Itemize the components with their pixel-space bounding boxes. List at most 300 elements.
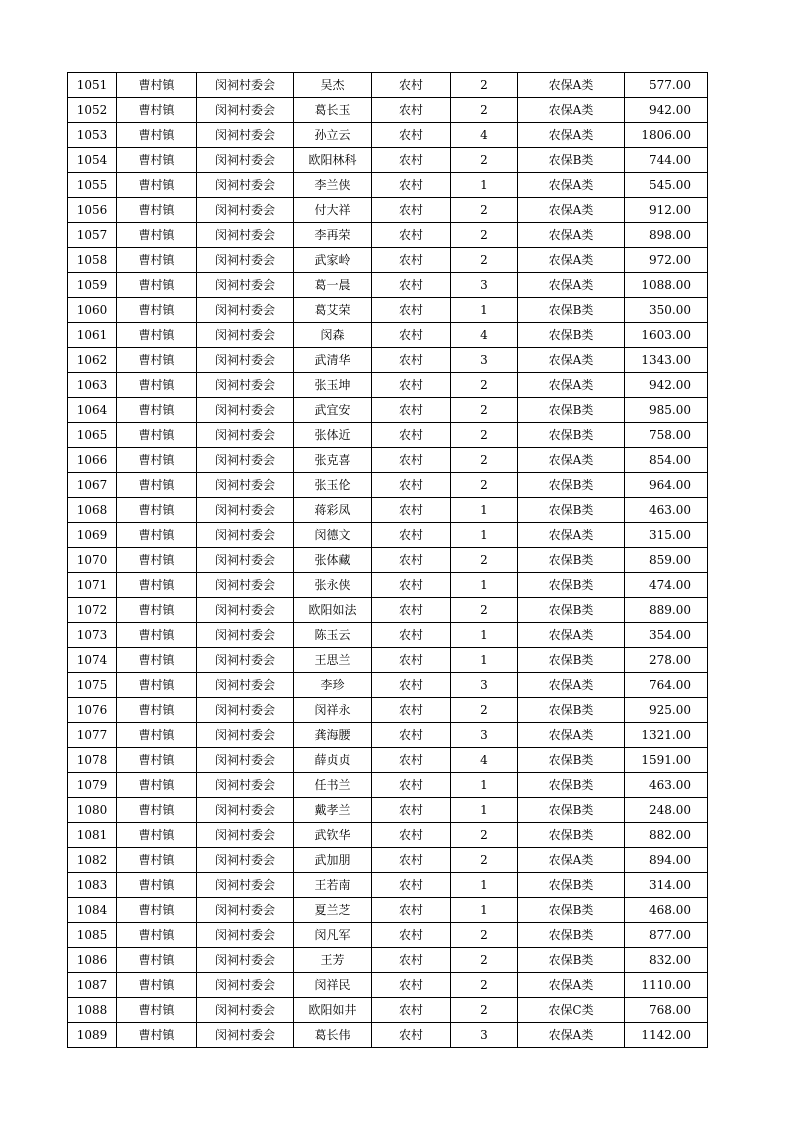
town-cell: 曹村镇 — [117, 423, 197, 448]
household-type-cell: 农村 — [372, 323, 451, 348]
household-type-cell: 农村 — [372, 173, 451, 198]
town-cell: 曹村镇 — [117, 598, 197, 623]
amount-cell: 758.00 — [625, 423, 708, 448]
person-name-cell: 武钦华 — [294, 823, 372, 848]
member-count-cell: 3 — [451, 673, 518, 698]
table-row — [68, 248, 708, 273]
amount-cell: 545.00 — [625, 173, 708, 198]
person-name-cell: 武加朋 — [294, 848, 372, 873]
row-number-cell: 1089 — [68, 1023, 117, 1048]
row-number-cell: 1060 — [68, 298, 117, 323]
person-name-cell: 闵祥永 — [294, 698, 372, 723]
town-cell: 曹村镇 — [117, 923, 197, 948]
household-type-cell: 农村 — [372, 723, 451, 748]
village-committee-cell: 闵祠村委会 — [197, 548, 294, 573]
amount-cell: 1591.00 — [625, 748, 708, 773]
member-count-cell: 1 — [451, 773, 518, 798]
member-count-cell: 1 — [451, 298, 518, 323]
village-committee-cell: 闵祠村委会 — [197, 723, 294, 748]
amount-cell: 354.00 — [625, 623, 708, 648]
insurance-category-cell: 农保A类 — [518, 448, 625, 473]
member-count-cell: 2 — [451, 398, 518, 423]
person-name-cell: 葛艾荣 — [294, 298, 372, 323]
amount-cell: 1321.00 — [625, 723, 708, 748]
member-count-cell: 2 — [451, 973, 518, 998]
insurance-category-cell: 农保B类 — [518, 948, 625, 973]
household-type-cell: 农村 — [372, 223, 451, 248]
village-committee-cell: 闵祠村委会 — [197, 923, 294, 948]
household-type-cell: 农村 — [372, 348, 451, 373]
table-row — [68, 873, 708, 898]
insurance-category-cell: 农保A类 — [518, 623, 625, 648]
insurance-category-cell: 农保A类 — [518, 273, 625, 298]
amount-cell: 898.00 — [625, 223, 708, 248]
table-row — [68, 798, 708, 823]
town-cell: 曹村镇 — [117, 98, 197, 123]
person-name-cell: 李再荣 — [294, 223, 372, 248]
amount-cell: 350.00 — [625, 298, 708, 323]
member-count-cell: 2 — [451, 923, 518, 948]
town-cell: 曹村镇 — [117, 948, 197, 973]
town-cell: 曹村镇 — [117, 123, 197, 148]
row-number-cell: 1070 — [68, 548, 117, 573]
person-name-cell: 薛贞贞 — [294, 748, 372, 773]
amount-cell: 877.00 — [625, 923, 708, 948]
member-count-cell: 2 — [451, 548, 518, 573]
village-committee-cell: 闵祠村委会 — [197, 373, 294, 398]
insurance-category-cell: 农保B类 — [518, 398, 625, 423]
amount-cell: 832.00 — [625, 948, 708, 973]
row-number-cell: 1077 — [68, 723, 117, 748]
village-committee-cell: 闵祠村委会 — [197, 148, 294, 173]
row-number-cell: 1078 — [68, 748, 117, 773]
insurance-category-cell: 农保B类 — [518, 873, 625, 898]
household-type-cell: 农村 — [372, 473, 451, 498]
insurance-category-cell: 农保A类 — [518, 673, 625, 698]
row-number-cell: 1079 — [68, 773, 117, 798]
household-type-cell: 农村 — [372, 673, 451, 698]
household-type-cell: 农村 — [372, 798, 451, 823]
village-committee-cell: 闵祠村委会 — [197, 898, 294, 923]
town-cell: 曹村镇 — [117, 773, 197, 798]
member-count-cell: 2 — [451, 223, 518, 248]
household-type-cell: 农村 — [372, 848, 451, 873]
insurance-category-cell: 农保C类 — [518, 998, 625, 1023]
row-number-cell: 1054 — [68, 148, 117, 173]
person-name-cell: 欧阳如井 — [294, 998, 372, 1023]
town-cell: 曹村镇 — [117, 473, 197, 498]
village-committee-cell: 闵祠村委会 — [197, 648, 294, 673]
village-committee-cell: 闵祠村委会 — [197, 848, 294, 873]
town-cell: 曹村镇 — [117, 523, 197, 548]
member-count-cell: 2 — [451, 98, 518, 123]
row-number-cell: 1053 — [68, 123, 117, 148]
amount-cell: 474.00 — [625, 573, 708, 598]
row-number-cell: 1061 — [68, 323, 117, 348]
table-row — [68, 473, 708, 498]
table-row — [68, 498, 708, 523]
row-number-cell: 1083 — [68, 873, 117, 898]
village-committee-cell: 闵祠村委会 — [197, 573, 294, 598]
insurance-category-cell: 农保A类 — [518, 848, 625, 873]
person-name-cell: 葛长伟 — [294, 1023, 372, 1048]
row-number-cell: 1058 — [68, 248, 117, 273]
member-count-cell: 4 — [451, 323, 518, 348]
row-number-cell: 1055 — [68, 173, 117, 198]
table-row — [68, 598, 708, 623]
table-row — [68, 348, 708, 373]
village-committee-cell: 闵祠村委会 — [197, 198, 294, 223]
table-row — [68, 623, 708, 648]
town-cell: 曹村镇 — [117, 648, 197, 673]
person-name-cell: 王思兰 — [294, 648, 372, 673]
table-row — [68, 973, 708, 998]
village-committee-cell: 闵祠村委会 — [197, 248, 294, 273]
household-type-cell: 农村 — [372, 748, 451, 773]
person-name-cell: 张玉伦 — [294, 473, 372, 498]
member-count-cell: 2 — [451, 848, 518, 873]
household-type-cell: 农村 — [372, 98, 451, 123]
household-type-cell: 农村 — [372, 923, 451, 948]
insurance-category-cell: 农保A类 — [518, 248, 625, 273]
table-row — [68, 373, 708, 398]
insurance-category-cell: 农保A类 — [518, 723, 625, 748]
person-name-cell: 葛一晨 — [294, 273, 372, 298]
table-row — [68, 448, 708, 473]
row-number-cell: 1062 — [68, 348, 117, 373]
person-name-cell: 李珍 — [294, 673, 372, 698]
village-committee-cell: 闵祠村委会 — [197, 473, 294, 498]
person-name-cell: 龚海腰 — [294, 723, 372, 748]
amount-cell: 1603.00 — [625, 323, 708, 348]
town-cell: 曹村镇 — [117, 323, 197, 348]
insurance-category-cell: 农保B类 — [518, 648, 625, 673]
village-committee-cell: 闵祠村委会 — [197, 998, 294, 1023]
table-row — [68, 73, 708, 98]
table-row — [68, 273, 708, 298]
insurance-category-cell: 农保A类 — [518, 1023, 625, 1048]
amount-cell: 894.00 — [625, 848, 708, 873]
town-cell: 曹村镇 — [117, 698, 197, 723]
person-name-cell: 欧阳林科 — [294, 148, 372, 173]
amount-cell: 942.00 — [625, 373, 708, 398]
village-committee-cell: 闵祠村委会 — [197, 498, 294, 523]
insurance-category-cell: 农保B类 — [518, 323, 625, 348]
member-count-cell: 3 — [451, 273, 518, 298]
insurance-category-cell: 农保B类 — [518, 698, 625, 723]
insurance-category-cell: 农保A类 — [518, 123, 625, 148]
row-number-cell: 1088 — [68, 998, 117, 1023]
table-row — [68, 298, 708, 323]
row-number-cell: 1064 — [68, 398, 117, 423]
person-name-cell: 闵祥民 — [294, 973, 372, 998]
town-cell: 曹村镇 — [117, 223, 197, 248]
member-count-cell: 1 — [451, 873, 518, 898]
town-cell: 曹村镇 — [117, 623, 197, 648]
amount-cell: 925.00 — [625, 698, 708, 723]
row-number-cell: 1059 — [68, 273, 117, 298]
town-cell: 曹村镇 — [117, 298, 197, 323]
insurance-category-cell: 农保B类 — [518, 148, 625, 173]
table-row — [68, 123, 708, 148]
town-cell: 曹村镇 — [117, 1023, 197, 1048]
member-count-cell: 2 — [451, 248, 518, 273]
member-count-cell: 2 — [451, 823, 518, 848]
amount-cell: 768.00 — [625, 998, 708, 1023]
row-number-cell: 1076 — [68, 698, 117, 723]
person-name-cell: 付大祥 — [294, 198, 372, 223]
member-count-cell: 2 — [451, 698, 518, 723]
village-committee-cell: 闵祠村委会 — [197, 348, 294, 373]
member-count-cell: 4 — [451, 123, 518, 148]
household-type-cell: 农村 — [372, 448, 451, 473]
town-cell: 曹村镇 — [117, 148, 197, 173]
person-name-cell: 葛长玉 — [294, 98, 372, 123]
town-cell: 曹村镇 — [117, 498, 197, 523]
town-cell: 曹村镇 — [117, 898, 197, 923]
village-committee-cell: 闵祠村委会 — [197, 598, 294, 623]
insurance-category-cell: 农保B类 — [518, 598, 625, 623]
insurance-category-cell: 农保B类 — [518, 773, 625, 798]
person-name-cell: 戴孝兰 — [294, 798, 372, 823]
town-cell: 曹村镇 — [117, 973, 197, 998]
village-committee-cell: 闵祠村委会 — [197, 773, 294, 798]
table-row — [68, 398, 708, 423]
town-cell: 曹村镇 — [117, 173, 197, 198]
amount-cell: 463.00 — [625, 498, 708, 523]
insurance-category-cell: 农保A类 — [518, 223, 625, 248]
village-committee-cell: 闵祠村委会 — [197, 423, 294, 448]
town-cell: 曹村镇 — [117, 573, 197, 598]
row-number-cell: 1051 — [68, 73, 117, 98]
amount-cell: 942.00 — [625, 98, 708, 123]
town-cell: 曹村镇 — [117, 248, 197, 273]
household-type-cell: 农村 — [372, 623, 451, 648]
row-number-cell: 1086 — [68, 948, 117, 973]
village-committee-cell: 闵祠村委会 — [197, 173, 294, 198]
member-count-cell: 2 — [451, 448, 518, 473]
village-committee-cell: 闵祠村委会 — [197, 448, 294, 473]
household-type-cell: 农村 — [372, 948, 451, 973]
table-row — [68, 223, 708, 248]
insurance-category-cell: 农保A类 — [518, 348, 625, 373]
table-row — [68, 523, 708, 548]
household-type-cell: 农村 — [372, 498, 451, 523]
household-type-cell: 农村 — [372, 123, 451, 148]
row-number-cell: 1065 — [68, 423, 117, 448]
amount-cell: 463.00 — [625, 773, 708, 798]
table-row — [68, 773, 708, 798]
person-name-cell: 李兰侠 — [294, 173, 372, 198]
amount-cell: 468.00 — [625, 898, 708, 923]
table-row — [68, 673, 708, 698]
household-type-cell: 农村 — [372, 198, 451, 223]
village-committee-cell: 闵祠村委会 — [197, 698, 294, 723]
table-row — [68, 998, 708, 1023]
village-committee-cell: 闵祠村委会 — [197, 948, 294, 973]
village-committee-cell: 闵祠村委会 — [197, 798, 294, 823]
town-cell: 曹村镇 — [117, 848, 197, 873]
person-name-cell: 孙立云 — [294, 123, 372, 148]
table-row — [68, 923, 708, 948]
amount-cell: 315.00 — [625, 523, 708, 548]
town-cell: 曹村镇 — [117, 398, 197, 423]
household-type-cell: 农村 — [372, 573, 451, 598]
row-number-cell: 1069 — [68, 523, 117, 548]
town-cell: 曹村镇 — [117, 723, 197, 748]
person-name-cell: 王芳 — [294, 948, 372, 973]
insurance-category-cell: 农保B类 — [518, 823, 625, 848]
insurance-category-cell: 农保A类 — [518, 523, 625, 548]
amount-cell: 1110.00 — [625, 973, 708, 998]
person-name-cell: 任书兰 — [294, 773, 372, 798]
person-name-cell: 武家岭 — [294, 248, 372, 273]
table-row — [68, 898, 708, 923]
town-cell: 曹村镇 — [117, 348, 197, 373]
amount-cell: 912.00 — [625, 198, 708, 223]
amount-cell: 314.00 — [625, 873, 708, 898]
town-cell: 曹村镇 — [117, 798, 197, 823]
village-committee-cell: 闵祠村委会 — [197, 873, 294, 898]
household-type-cell: 农村 — [372, 148, 451, 173]
row-number-cell: 1074 — [68, 648, 117, 673]
insurance-category-cell: 农保B类 — [518, 498, 625, 523]
member-count-cell: 3 — [451, 723, 518, 748]
table-row — [68, 698, 708, 723]
table-row — [68, 648, 708, 673]
insurance-category-cell: 农保A类 — [518, 973, 625, 998]
member-count-cell: 1 — [451, 798, 518, 823]
row-number-cell: 1063 — [68, 373, 117, 398]
household-type-cell: 农村 — [372, 273, 451, 298]
household-type-cell: 农村 — [372, 373, 451, 398]
amount-cell: 964.00 — [625, 473, 708, 498]
member-count-cell: 2 — [451, 198, 518, 223]
table-row — [68, 573, 708, 598]
row-number-cell: 1072 — [68, 598, 117, 623]
town-cell: 曹村镇 — [117, 673, 197, 698]
member-count-cell: 2 — [451, 998, 518, 1023]
household-type-cell: 农村 — [372, 73, 451, 98]
person-name-cell: 欧阳如法 — [294, 598, 372, 623]
village-committee-cell: 闵祠村委会 — [197, 98, 294, 123]
household-type-cell: 农村 — [372, 773, 451, 798]
member-count-cell: 1 — [451, 498, 518, 523]
table-row — [68, 423, 708, 448]
person-name-cell: 闵德文 — [294, 523, 372, 548]
amount-cell: 859.00 — [625, 548, 708, 573]
amount-cell: 889.00 — [625, 598, 708, 623]
town-cell: 曹村镇 — [117, 273, 197, 298]
row-number-cell: 1073 — [68, 623, 117, 648]
household-type-cell: 农村 — [372, 898, 451, 923]
village-committee-cell: 闵祠村委会 — [197, 73, 294, 98]
village-committee-cell: 闵祠村委会 — [197, 623, 294, 648]
row-number-cell: 1068 — [68, 498, 117, 523]
row-number-cell: 1056 — [68, 198, 117, 223]
member-count-cell: 1 — [451, 623, 518, 648]
household-type-cell: 农村 — [372, 998, 451, 1023]
household-type-cell: 农村 — [372, 398, 451, 423]
village-committee-cell: 闵祠村委会 — [197, 323, 294, 348]
member-count-cell: 2 — [451, 373, 518, 398]
village-committee-cell: 闵祠村委会 — [197, 223, 294, 248]
village-committee-cell: 闵祠村委会 — [197, 523, 294, 548]
row-number-cell: 1067 — [68, 473, 117, 498]
table-row — [68, 323, 708, 348]
village-committee-cell: 闵祠村委会 — [197, 1023, 294, 1048]
member-count-cell: 4 — [451, 748, 518, 773]
village-committee-cell: 闵祠村委会 — [197, 973, 294, 998]
table-row — [68, 848, 708, 873]
person-name-cell: 蒋彩凤 — [294, 498, 372, 523]
village-committee-cell: 闵祠村委会 — [197, 673, 294, 698]
table-row — [68, 98, 708, 123]
village-committee-cell: 闵祠村委会 — [197, 298, 294, 323]
amount-cell: 764.00 — [625, 673, 708, 698]
village-committee-cell: 闵祠村委会 — [197, 123, 294, 148]
household-type-cell: 农村 — [372, 298, 451, 323]
person-name-cell: 张玉坤 — [294, 373, 372, 398]
village-committee-cell: 闵祠村委会 — [197, 273, 294, 298]
member-count-cell: 2 — [451, 598, 518, 623]
person-name-cell: 王若南 — [294, 873, 372, 898]
amount-cell: 1142.00 — [625, 1023, 708, 1048]
row-number-cell: 1071 — [68, 573, 117, 598]
table-row — [68, 198, 708, 223]
row-number-cell: 1084 — [68, 898, 117, 923]
member-count-cell: 2 — [451, 73, 518, 98]
table-row — [68, 548, 708, 573]
town-cell: 曹村镇 — [117, 373, 197, 398]
roster-body — [68, 73, 708, 1048]
table-row — [68, 823, 708, 848]
member-count-cell: 1 — [451, 523, 518, 548]
amount-cell: 744.00 — [625, 148, 708, 173]
insurance-category-cell: 农保B类 — [518, 748, 625, 773]
row-number-cell: 1081 — [68, 823, 117, 848]
household-type-cell: 农村 — [372, 973, 451, 998]
amount-cell: 1343.00 — [625, 348, 708, 373]
insurance-category-cell: 农保B类 — [518, 898, 625, 923]
amount-cell: 1806.00 — [625, 123, 708, 148]
person-name-cell: 夏兰芝 — [294, 898, 372, 923]
person-name-cell: 张体藏 — [294, 548, 372, 573]
member-count-cell: 1 — [451, 173, 518, 198]
member-count-cell: 3 — [451, 348, 518, 373]
member-count-cell: 1 — [451, 573, 518, 598]
row-number-cell: 1057 — [68, 223, 117, 248]
row-number-cell: 1066 — [68, 448, 117, 473]
insurance-category-cell: 农保B类 — [518, 573, 625, 598]
town-cell: 曹村镇 — [117, 198, 197, 223]
member-count-cell: 1 — [451, 898, 518, 923]
amount-cell: 882.00 — [625, 823, 708, 848]
roster-table — [67, 72, 708, 1048]
person-name-cell: 张永侠 — [294, 573, 372, 598]
household-type-cell: 农村 — [372, 248, 451, 273]
row-number-cell: 1082 — [68, 848, 117, 873]
town-cell: 曹村镇 — [117, 823, 197, 848]
row-number-cell: 1080 — [68, 798, 117, 823]
insurance-category-cell: 农保B类 — [518, 548, 625, 573]
amount-cell: 972.00 — [625, 248, 708, 273]
member-count-cell: 3 — [451, 1023, 518, 1048]
member-count-cell: 2 — [451, 423, 518, 448]
town-cell: 曹村镇 — [117, 548, 197, 573]
amount-cell: 248.00 — [625, 798, 708, 823]
town-cell: 曹村镇 — [117, 448, 197, 473]
